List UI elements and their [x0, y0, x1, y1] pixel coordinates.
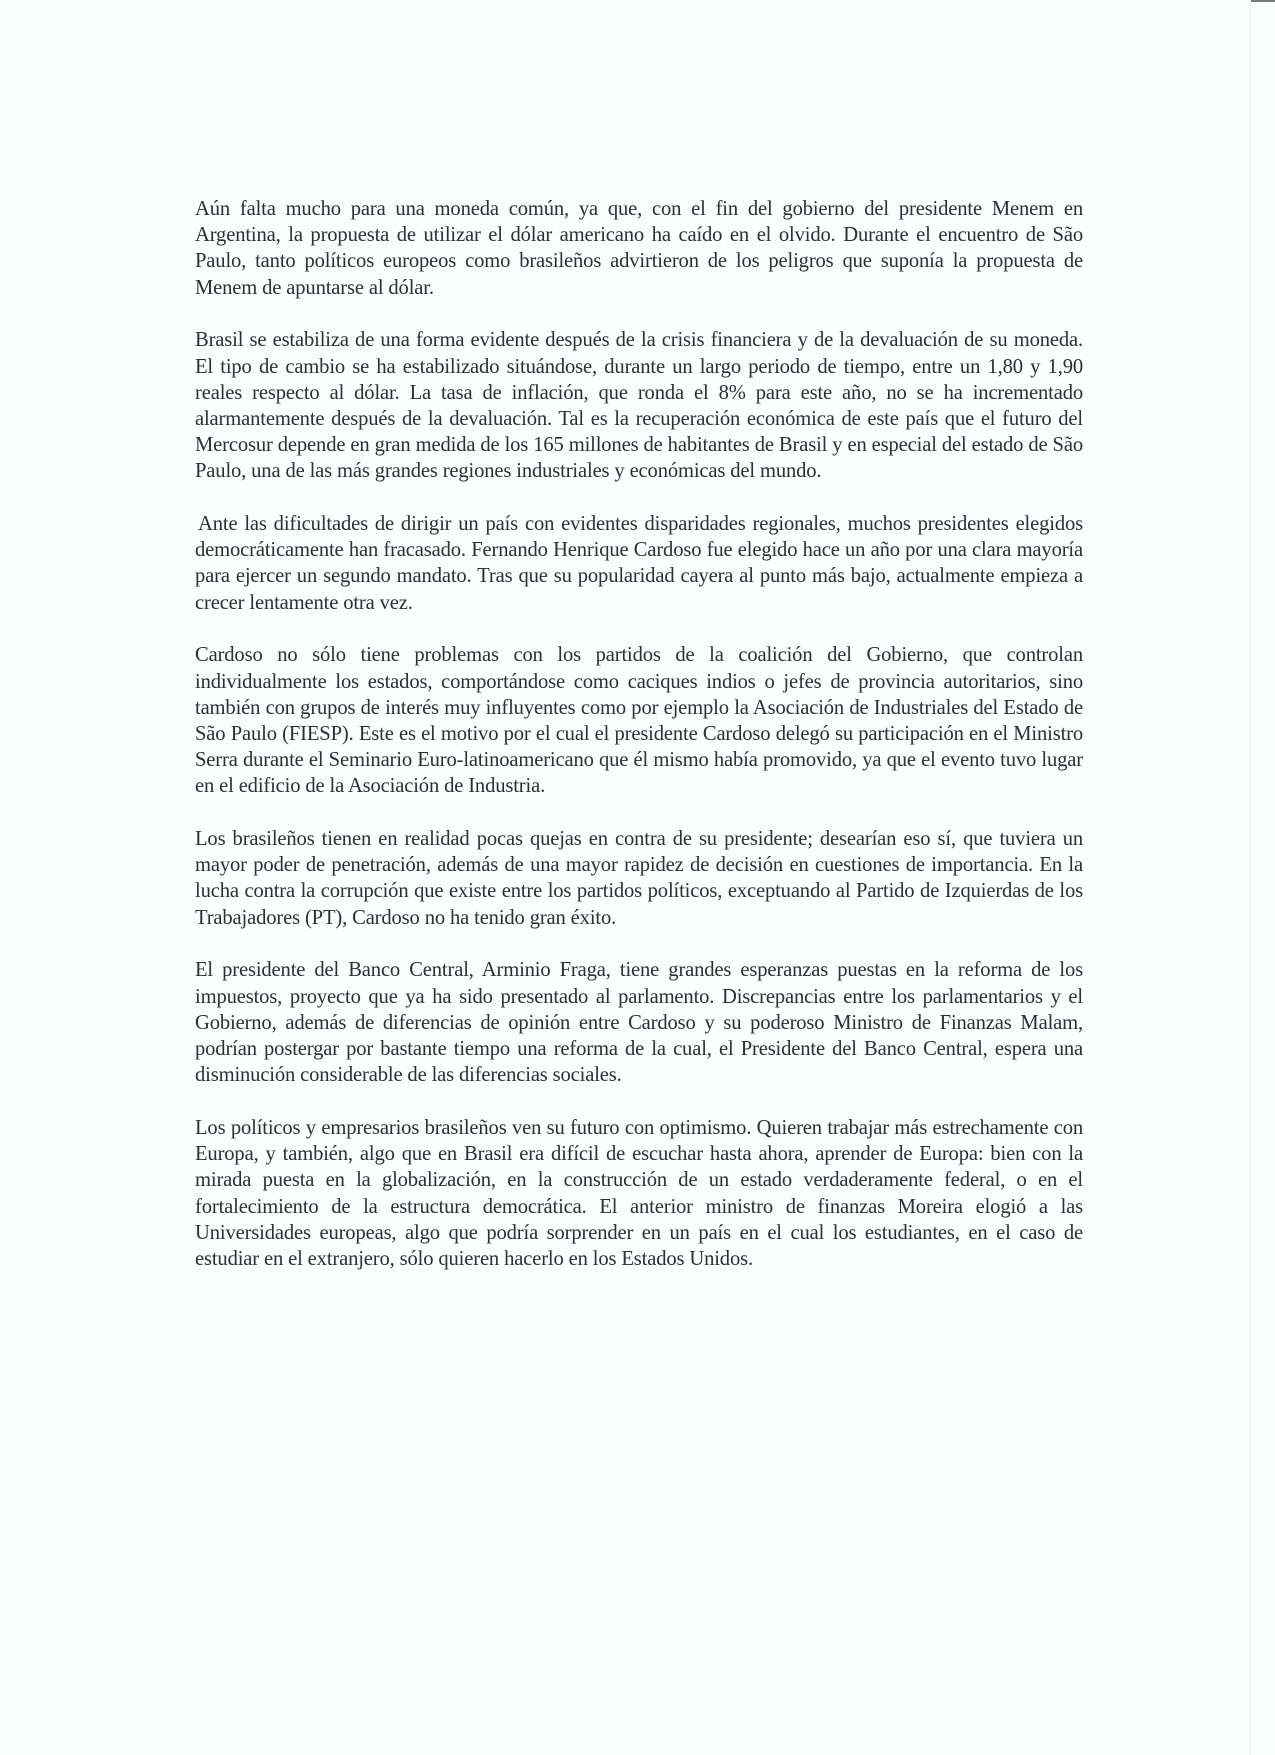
- page-edge-line: [1250, 0, 1251, 1755]
- corner-mark: [1251, 0, 1275, 2]
- paragraph-banco-central: El presidente del Banco Central, Arminio Fraga, tiene grandes esperanzas puestas en la reforma de los impuestos, proyecto que ya ha sido presentado al parlamento. Discrepancias entre los parlamentarios y el Gobierno, además de diferencias de opinión entre Cardoso y su poderoso Ministro de Finanzas Malam, podrían postergar por bastante tiempo una reforma de la cual, el Presidente del Banco Central, espera una disminución considerable de las diferencias sociales.: [195, 959, 1083, 1087]
- paragraph-dificultades: Ante las dificultades de dirigir un país con evidentes disparidades regionales, muchos presidentes elegidos democráticamente han fracasado. Fernando Henrique Cardoso fue elegido hace un año por una clara mayoría para ejercer un segundo mandato. Tras que su popularidad cayera al punto más bajo, actualmente empieza a crecer lentamente otra vez.: [195, 513, 1083, 614]
- document-body: [195, 196, 1083, 1299]
- paragraph-politicos-empresarios: Los políticos y empresarios brasileños ven su futuro con optimismo. Quieren trabajar más estrechamente con Europa, y también, algo que en Brasil era difícil de escuchar hasta ahora, aprender de Europa: bien con la mirada puesta en la globalización, en la construcción de un estado verdaderamente federal, o en el fortalecimiento de la estructura democrática. El anterior ministro de finanzas Moreira elogió a las Universidades europeas, algo que podría sorprender en un país en el cual los estudiantes, en el caso de estudiar en el extranjero, sólo quieren hacerlo en los Estados Unidos.: [195, 1116, 1083, 1270]
- paragraph-brasilenos-quejas: Los brasileños tienen en realidad pocas quejas en contra de su presidente; desearían eso sí, que tuviera un mayor poder de penetración, además de una mayor rapidez de decisión en cuestiones de importancia. En la lucha contra la corrupción que existe entre los partidos políticos, exceptuando al Partido de Izquierdas de los Trabajadores (PT), Cardoso no ha tenido gran éxito.: [195, 828, 1083, 929]
- paragraph-moneda-comun: Aún falta mucho para una moneda común, ya que, con el fin del gobierno del presidente Menem en Argentina, la propuesta de utilizar el dólar americano ha caído en el olvido. Durante el encuentro de São Paulo, tanto políticos europeos como brasileños advirtieron de los peligros que suponía la propuesta de Menem de apuntarse al dólar.: [195, 198, 1083, 299]
- paragraph-brasil-estabiliza: Brasil se estabiliza de una forma evidente después de la crisis financiera y de la devaluación de su moneda. El tipo de cambio se ha estabilizado situándose, durante un largo periodo de tiempo, entre un 1,80 y 1,90 reales respecto al dólar. La tasa de inflación, que ronda el 8% para este año, no se ha incrementado alarmantemente después de la devaluación. Tal es la recuperación económica de este país que el futuro del Mercosur depende en gran medida de los 165 millones de habitantes de Brasil y en especial del estado de São Paulo, una de las más grandes regiones industriales y económicas del mundo.: [195, 329, 1083, 483]
- paragraph-cardoso-problemas: Cardoso no sólo tiene problemas con los partidos de la coalición del Gobierno, que controlan individualmente los estados, comportándose como caciques indios o jefes de provincia autoritarios, sino también con grupos de interés muy influyentes como por ejemplo la Asociación de Industriales del Estado de São Paulo (FIESP). Este es el motivo por el cual el presidente Cardoso delegó su participación en el Ministro Serra durante el Seminario Euro-latinoamericano que él mismo había promovido, ya que el evento tuvo lugar en el edificio de la Asociación de Industria.: [195, 644, 1083, 798]
